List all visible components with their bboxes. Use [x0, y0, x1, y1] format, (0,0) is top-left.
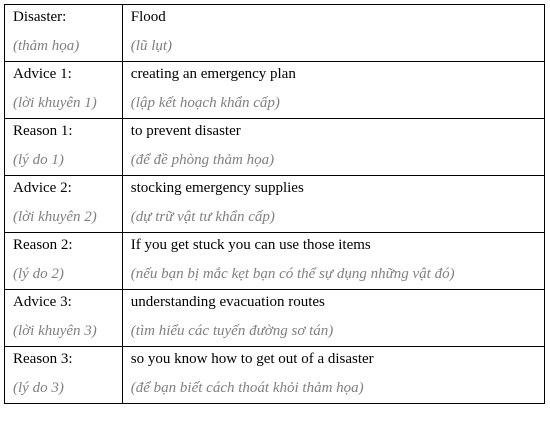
label-cell — [5, 176, 123, 233]
value-cell — [122, 176, 544, 233]
table-row-reason-2 — [5, 233, 545, 290]
row-value: If you get stuck you can use those items — [130, 237, 371, 253]
row-label-translation: (lời khuyên 3) — [13, 323, 97, 339]
value-cell — [122, 119, 544, 176]
row-value: creating an emergency plan — [130, 66, 296, 82]
row-label-translation: (thảm họa) — [13, 38, 80, 54]
table-row-reason-1 — [5, 119, 545, 176]
row-value: to prevent disaster — [130, 123, 241, 139]
table-row-reason-3 — [5, 347, 545, 404]
label-cell — [5, 347, 123, 404]
row-label-translation: (lời khuyên 2) — [13, 209, 97, 225]
row-label: Disaster: — [13, 9, 67, 25]
row-label: Reason 1: — [13, 123, 73, 139]
label-cell — [5, 62, 123, 119]
row-value-translation: (dự trữ vật tư khẩn cấp) — [130, 209, 275, 225]
row-label: Reason 2: — [13, 237, 73, 253]
row-label-translation: (lý do 2) — [13, 266, 64, 282]
row-value-translation: (tìm hiểu các tuyến đường sơ tán) — [130, 323, 334, 339]
row-label: Reason 3: — [13, 351, 73, 367]
row-label: Advice 2: — [13, 180, 72, 196]
disaster-advice-table — [4, 4, 545, 404]
row-value-translation: (lũ lụt) — [130, 38, 173, 54]
label-cell — [5, 119, 123, 176]
row-value-translation: (lập kết hoạch khẩn cấp) — [130, 95, 280, 111]
row-label-translation: (lý do 3) — [13, 380, 64, 396]
value-cell — [122, 290, 544, 347]
label-cell — [5, 5, 123, 62]
label-cell — [5, 233, 123, 290]
label-cell — [5, 290, 123, 347]
table-row-advice-3 — [5, 290, 545, 347]
row-value: Flood — [130, 9, 166, 25]
table-row-advice-1 — [5, 62, 545, 119]
row-value-translation: (để bạn biết cách thoát khỏi thảm họa) — [130, 380, 364, 396]
row-value: stocking emergency supplies — [130, 180, 304, 196]
row-value: so you know how to get out of a disaster — [130, 351, 374, 367]
value-cell — [122, 62, 544, 119]
row-value-translation: (để đề phòng thảm họa) — [130, 152, 275, 168]
value-cell — [122, 5, 544, 62]
value-cell — [122, 347, 544, 404]
row-label: Advice 3: — [13, 294, 72, 310]
table-body — [5, 5, 545, 404]
row-value: understanding evacuation routes — [130, 294, 325, 310]
value-cell — [122, 233, 544, 290]
row-value-translation: (nếu bạn bị mắc kẹt bạn có thể sự dụng những vật đó) — [130, 266, 455, 282]
row-label: Advice 1: — [13, 66, 72, 82]
table-row-disaster — [5, 5, 545, 62]
row-label-translation: (lời khuyên 1) — [13, 95, 97, 111]
table-row-advice-2 — [5, 176, 545, 233]
row-label-translation: (lý do 1) — [13, 152, 64, 168]
